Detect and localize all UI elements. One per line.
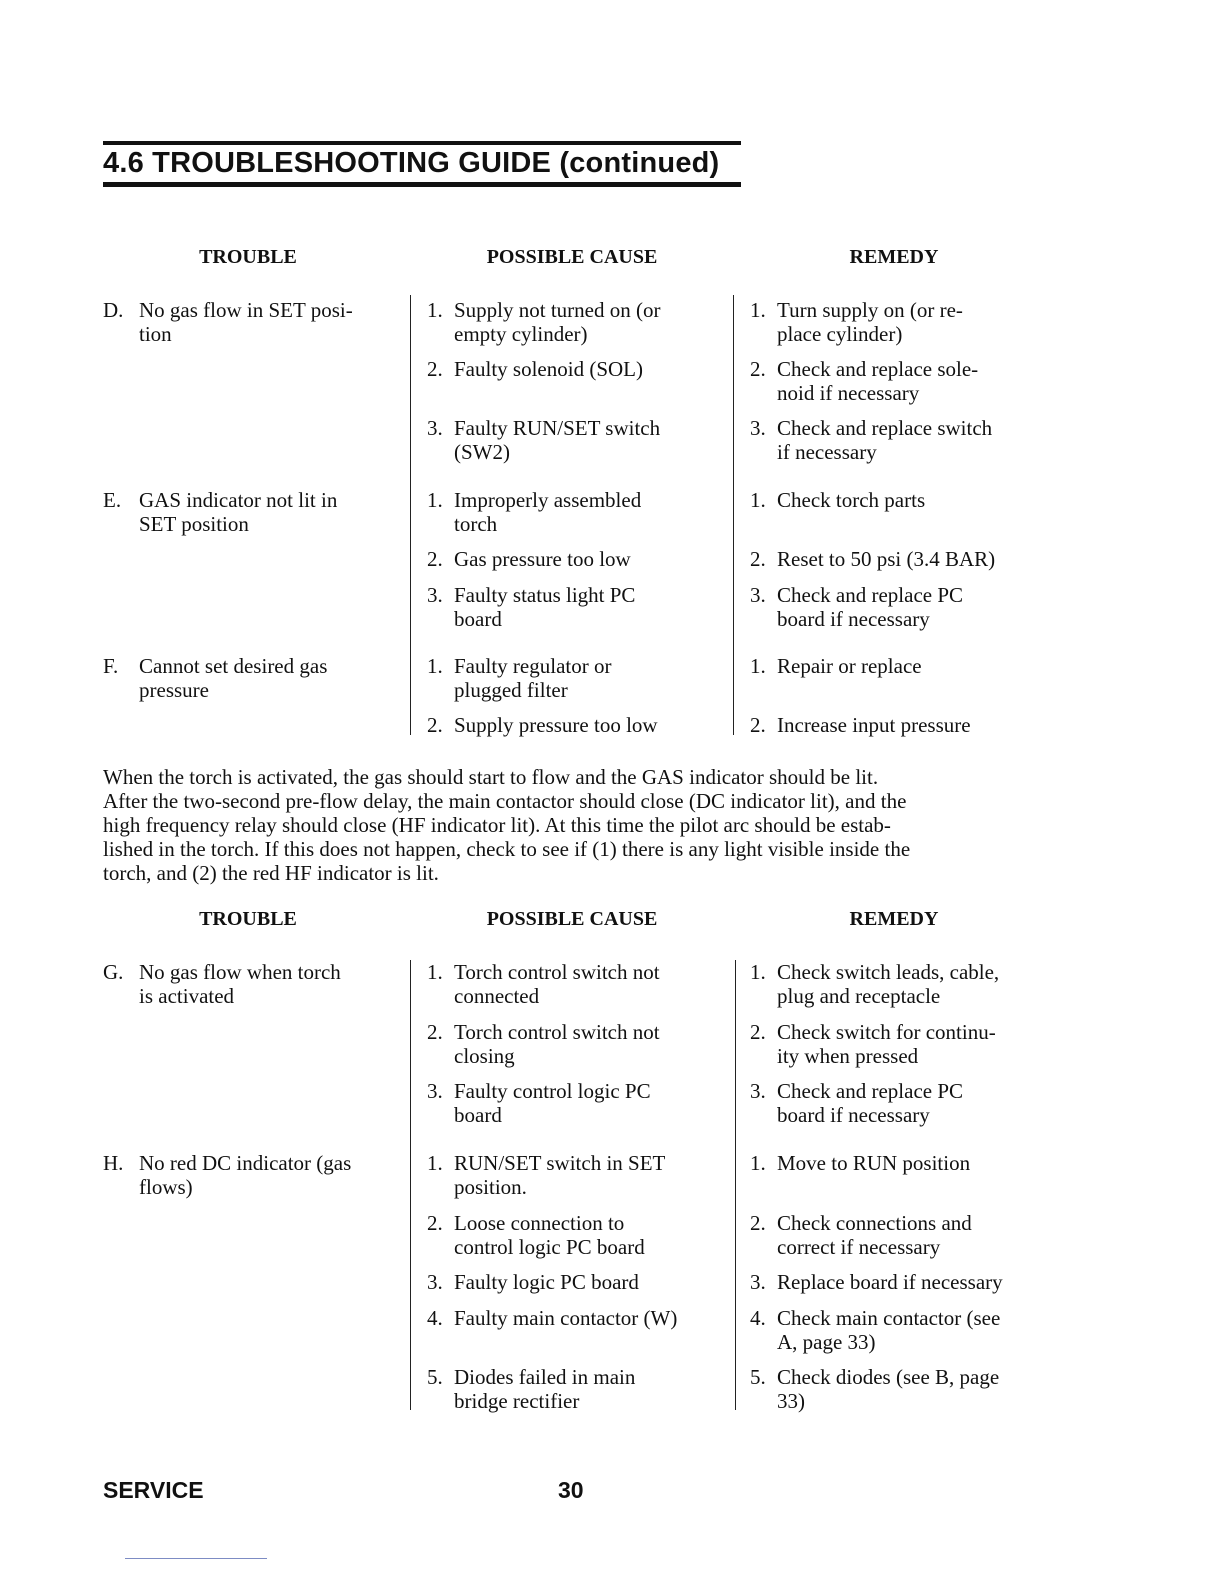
- cause-g1: [427, 960, 712, 1008]
- table1-header-cause: POSSIBLE CAUSE: [486, 246, 658, 268]
- remedy-g1-num: 1.: [750, 960, 766, 984]
- remedy-f1-text: Repair or replace: [777, 654, 922, 678]
- cause-f2-num: 2.: [427, 713, 443, 737]
- remedy-g1-text: Check switch leads, cable, plug and receptacle: [777, 960, 1000, 1008]
- remedy-e3: [750, 583, 1050, 631]
- remedy-e3-text: Check and replace PC board if necessary: [777, 583, 964, 631]
- remedy-e3-num: 3.: [750, 583, 766, 607]
- cause-h1-num: 1.: [427, 1151, 443, 1175]
- remedy-e1: [750, 488, 1050, 512]
- remedy-g1: [750, 960, 1050, 1008]
- cause-h3: [427, 1270, 712, 1294]
- remedy-h1: [750, 1151, 1050, 1175]
- remedy-e1-text: Check torch parts: [777, 488, 926, 512]
- table2-divider-left: [410, 960, 411, 1410]
- cause-f2: [427, 713, 712, 737]
- remedy-f2-num: 2.: [750, 713, 766, 737]
- trouble-f-text: Cannot set desired gas pressure: [139, 654, 328, 702]
- trouble-d-text: No gas flow in SET posi- tion: [139, 298, 353, 346]
- table1-header-trouble: TROUBLE: [199, 246, 297, 268]
- remedy-h4-num: 4.: [750, 1306, 766, 1330]
- remedy-h3-num: 3.: [750, 1270, 766, 1294]
- remedy-h4-text: Check main contactor (see A, page 33): [777, 1306, 1001, 1354]
- remedy-g3: [750, 1079, 1050, 1127]
- cause-d1-text: Supply not turned on (or empty cylinder): [454, 298, 661, 346]
- page-title: 4.6 TROUBLESHOOTING GUIDE (continued): [103, 147, 720, 179]
- cause-h3-num: 3.: [427, 1270, 443, 1294]
- trouble-g-letter: G.: [103, 960, 124, 984]
- table2-header-remedy: REMEDY: [849, 908, 939, 930]
- remedy-d1-text: Turn supply on (or re- place cylinder): [777, 298, 963, 346]
- cause-h1: [427, 1151, 712, 1199]
- cause-g2-num: 2.: [427, 1020, 443, 1044]
- remedy-h2: [750, 1211, 1050, 1259]
- remedy-g3-num: 3.: [750, 1079, 766, 1103]
- remedy-f2-text: Increase input pressure: [777, 713, 971, 737]
- cause-d1: [427, 298, 712, 346]
- remedy-h5: [750, 1365, 1050, 1413]
- remedy-e1-num: 1.: [750, 488, 766, 512]
- cause-d2-text: Faulty solenoid (SOL): [454, 357, 643, 381]
- table2-header-trouble: TROUBLE: [199, 908, 297, 930]
- cause-h2-text: Loose connection to control logic PC board: [454, 1211, 645, 1259]
- cause-d1-num: 1.: [427, 298, 443, 322]
- cause-g2-text: Torch control switch not closing: [454, 1020, 660, 1068]
- remedy-d1: [750, 298, 1050, 346]
- cause-e3: [427, 583, 712, 631]
- body-paragraph: When the torch is activated, the gas should start to flow and the GAS indicator should be lit. After the two-second pre-flow delay, the main contactor should close (DC indicator lit), and the high frequency relay should close (HF indicator lit). At this time the pilot arc should be estab- lished in the torch. If this does not happen, check to see if (1) there is any light visible inside the torch, and (2) the red HF indicator is lit.: [103, 765, 911, 885]
- cause-f1: [427, 654, 712, 702]
- footer-page-number: 30: [558, 1477, 584, 1503]
- cause-h4-text: Faulty main contactor (W): [454, 1306, 678, 1330]
- cause-d3: [427, 416, 712, 464]
- cause-h5-text: Diodes failed in main bridge rectifier: [454, 1365, 636, 1413]
- cause-h4: [427, 1306, 712, 1330]
- footer-section-label: SERVICE: [103, 1477, 204, 1503]
- remedy-d3: [750, 416, 1050, 464]
- trouble-e-text: GAS indicator not lit in SET position: [139, 488, 338, 536]
- remedy-e2: [750, 547, 1050, 571]
- remedy-h5-num: 5.: [750, 1365, 766, 1389]
- cause-e1-text: Improperly assembled torch: [454, 488, 642, 536]
- table1-divider-left: [410, 295, 411, 735]
- remedy-f2: [750, 713, 1050, 737]
- cause-e2: [427, 547, 712, 571]
- cause-g3-text: Faulty control logic PC board: [454, 1079, 651, 1127]
- table2-header-cause: POSSIBLE CAUSE: [486, 908, 658, 930]
- cause-h4-num: 4.: [427, 1306, 443, 1330]
- table2-divider-right: [735, 960, 736, 1410]
- title-rule-top: [103, 141, 741, 145]
- remedy-d2-text: Check and replace sole- noid if necessary: [777, 357, 979, 405]
- cause-h1-text: RUN/SET switch in SET position.: [454, 1151, 666, 1199]
- title-rule-bottom: [103, 182, 741, 187]
- remedy-d2: [750, 357, 1050, 405]
- trouble-g: [103, 960, 403, 1008]
- remedy-d3-text: Check and replace switch if necessary: [777, 416, 993, 464]
- trouble-h-text: No red DC indicator (gas flows): [139, 1151, 352, 1199]
- cause-f1-text: Faulty regulator or plugged filter: [454, 654, 612, 702]
- cause-f2-text: Supply pressure too low: [454, 713, 658, 737]
- cause-h2: [427, 1211, 712, 1259]
- cause-e3-num: 3.: [427, 583, 443, 607]
- cause-e1: [427, 488, 712, 536]
- trouble-e-letter: E.: [103, 488, 122, 512]
- remedy-f1: [750, 654, 1050, 678]
- remedy-g3-text: Check and replace PC board if necessary: [777, 1079, 964, 1127]
- remedy-e2-text: Reset to 50 psi (3.4 BAR): [777, 547, 996, 571]
- trouble-g-text: No gas flow when torch is activated: [139, 960, 341, 1008]
- cause-e1-num: 1.: [427, 488, 443, 512]
- trouble-d-letter: D.: [103, 298, 124, 322]
- cause-h3-text: Faulty logic PC board: [454, 1270, 639, 1294]
- remedy-e2-num: 2.: [750, 547, 766, 571]
- remedy-f1-num: 1.: [750, 654, 766, 678]
- remedy-g2: [750, 1020, 1050, 1068]
- cause-e2-text: Gas pressure too low: [454, 547, 631, 571]
- remedy-h4: [750, 1306, 1050, 1354]
- cause-g2: [427, 1020, 712, 1068]
- table1-header-remedy: REMEDY: [849, 246, 939, 268]
- trouble-f-letter: F.: [103, 654, 119, 678]
- cause-g1-text: Torch control switch not connected: [454, 960, 660, 1008]
- cause-f1-num: 1.: [427, 654, 443, 678]
- cause-h5: [427, 1365, 712, 1413]
- remedy-d1-num: 1.: [750, 298, 766, 322]
- cause-d3-num: 3.: [427, 416, 443, 440]
- remedy-g2-num: 2.: [750, 1020, 766, 1044]
- cause-g1-num: 1.: [427, 960, 443, 984]
- remedy-g2-text: Check switch for continu- ity when pressed: [777, 1020, 996, 1068]
- cause-d3-text: Faulty RUN/SET switch (SW2): [454, 416, 661, 464]
- cause-e2-num: 2.: [427, 547, 443, 571]
- remedy-h5-text: Check diodes (see B, page 33): [777, 1365, 1000, 1413]
- cause-d2-num: 2.: [427, 357, 443, 381]
- scan-artifact-line: [125, 1558, 267, 1559]
- table1-divider-right: [733, 295, 734, 735]
- trouble-f: [103, 654, 403, 702]
- cause-g3: [427, 1079, 712, 1127]
- remedy-d2-num: 2.: [750, 357, 766, 381]
- trouble-e: [103, 488, 403, 536]
- trouble-h: [103, 1151, 403, 1199]
- trouble-h-letter: H.: [103, 1151, 124, 1175]
- remedy-h3-text: Replace board if necessary: [777, 1270, 1003, 1294]
- remedy-h1-num: 1.: [750, 1151, 766, 1175]
- remedy-h3: [750, 1270, 1050, 1294]
- remedy-h2-text: Check connections and correct if necessary: [777, 1211, 972, 1259]
- remedy-h1-text: Move to RUN position: [777, 1151, 971, 1175]
- remedy-d3-num: 3.: [750, 416, 766, 440]
- cause-d2: [427, 357, 712, 381]
- trouble-d: [103, 298, 403, 346]
- cause-h5-num: 5.: [427, 1365, 443, 1389]
- cause-g3-num: 3.: [427, 1079, 443, 1103]
- cause-e3-text: Faulty status light PC board: [454, 583, 636, 631]
- remedy-h2-num: 2.: [750, 1211, 766, 1235]
- cause-h2-num: 2.: [427, 1211, 443, 1235]
